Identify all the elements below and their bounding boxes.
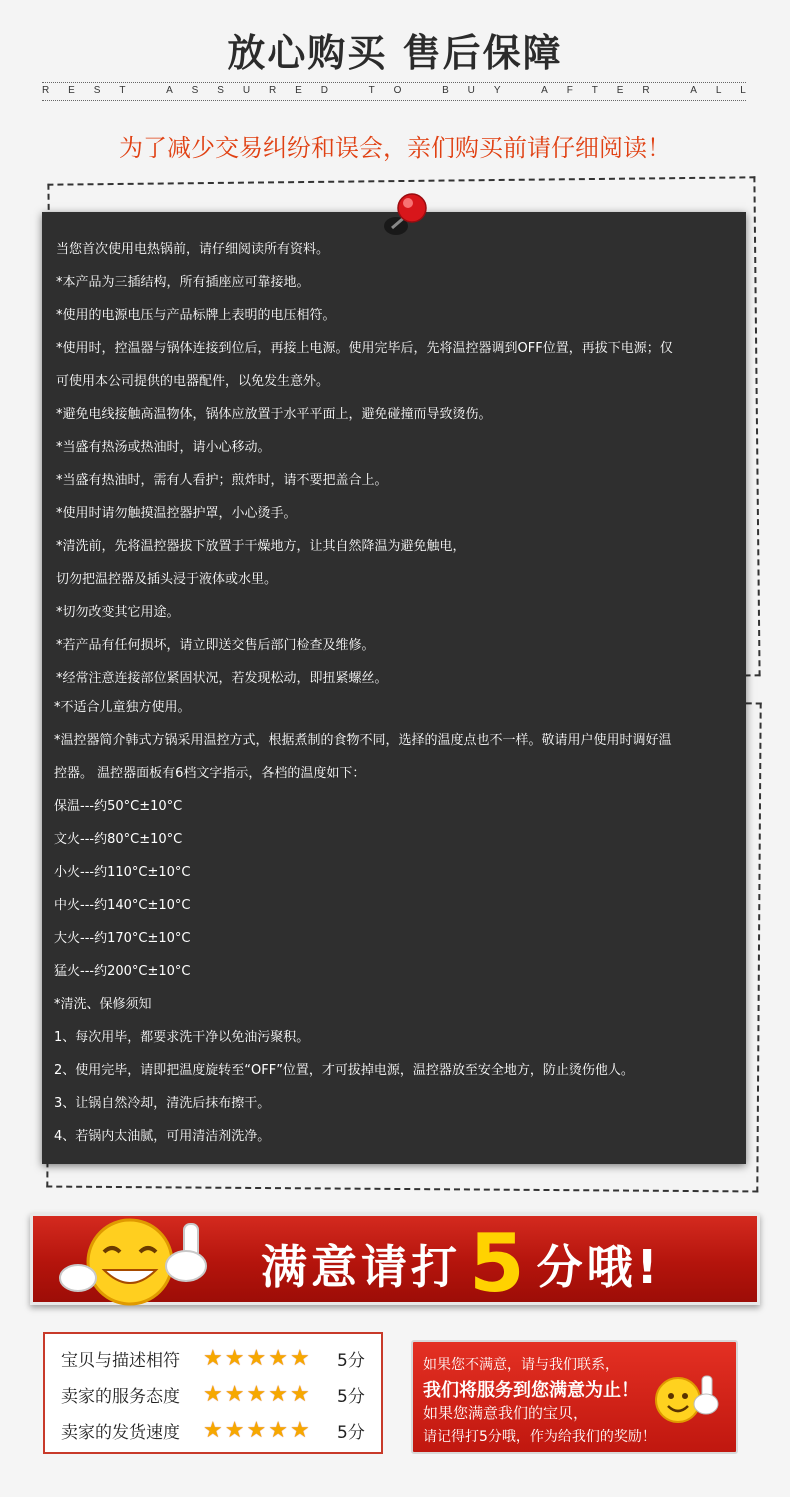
thumbs-up-smiley-icon [42,1204,212,1324]
subtitle-letter: T [591,85,598,96]
subtitle-letter [669,85,672,96]
rating-score: 5分 [337,1386,365,1407]
instruction-board [42,212,746,1164]
subtitle-letter: O [393,85,402,96]
instruction-line: 当您首次使用电热锅前，请仔细阅读所有资料。 [56,242,330,257]
star-icon: ★ [224,1417,245,1443]
star-icon: ★ [289,1345,310,1371]
subtitle-letter: T [119,85,126,96]
instruction-line: *使用时，控温器与锅体连接到位后，再接上电源。使用完毕后，先将温控器调到OFF位置，再拔下电源；仅 [56,341,673,356]
rating-label: 宝贝与描述相符 [61,1350,180,1371]
star-icon: ★ [203,1381,223,1407]
star-icon: ★ [268,1381,288,1407]
instruction-line: *本产品为三插结构，所有插座应可靠接地。 [56,275,310,290]
rating-panel [43,1332,383,1454]
star-icon: ★ [246,1381,267,1407]
instruction-line: *当盛有热汤或热油时，请小心移动。 [56,440,271,455]
instruction-line: 2、使用完毕，请即把温度旋转至“OFF”位置，才可拔掉电源，温控器放至安全地方，防止烫伤他人。 [54,1063,634,1078]
instruction-line: *经常注意连接部位紧固状况，若发现松动，即扭紧螺丝。 [56,671,388,686]
subtitle-letter: F [566,85,573,96]
rating-score: 5分 [337,1422,365,1443]
instruction-line: 文火---约80°C±10°C [54,832,183,847]
star-icon: ★ [203,1417,223,1443]
banner-text-before: 满意请打 [261,1240,461,1294]
subtitle-letter [420,85,423,96]
instruction-line: 控器。 温控器面板有6档文字指示，各档的温度如下： [54,766,366,781]
banner-text-after: 分哦! [536,1240,662,1294]
rating-label: 卖家的发货速度 [61,1422,180,1443]
banner-text [261,1217,662,1310]
star-rating-icon [203,1346,331,1371]
subtitle-letter: E [68,85,75,96]
divider-bottom [42,100,746,101]
subtitle-letter: A [690,85,697,96]
subtitle-letter: R [269,85,277,96]
star-icon: ★ [224,1381,245,1407]
promo-line-2: 我们将服务到您满意为止！ [423,1380,639,1401]
subtitle-letter: T [368,85,375,96]
instruction-line: 保温---约50°C±10°C [54,799,183,814]
instruction-line: 小火---约110°C±10°C [54,865,191,880]
instruction-line: *切勿改变其它用途。 [56,605,180,620]
page-title: 放心购买 售后保障 [227,31,563,75]
subtitle-letter: S [217,85,224,96]
subtitle-letter: E [616,85,624,96]
subtitle-letter: S [191,85,199,96]
instruction-line: 猛火---约200°C±10°C [54,964,191,979]
instruction-line: 切勿把温控器及插头浸于液体或水里。 [56,572,278,587]
notice-text: 为了减少交易纠纷和误会，亲们购买前请仔细阅读！ [119,134,671,162]
star-icon: ★ [289,1381,310,1407]
instruction-line: 4、若锅内太油腻，可用清洁剂洗净。 [54,1129,271,1144]
subtitle-letter: S [93,85,101,96]
subtitle-letter: E [295,85,302,96]
subtitle-letter: U [467,85,475,96]
instruction-line: 3、让锅自然冷却，清洗后抹布擦干。 [54,1096,271,1111]
instruction-line: *温控器简介韩式方锅采用温控方式，根据煮制的食物不同，选择的温度点也不一样。敬请用户使用时调好温 [54,733,672,748]
star-rating-icon [203,1382,331,1407]
instruction-line: *避免电线接触高温物体，锅体应放置于水平平面上，避免碰撞而导致烫伤。 [56,407,492,422]
rating-row [61,1340,381,1376]
instruction-line: *若产品有任何损坏，请立即送交售后部门检查及维修。 [56,638,375,653]
instruction-line: *不适合儿童独方使用。 [54,700,191,715]
instruction-line: 1、每次用毕，都要求洗干净以免油污聚积。 [54,1030,310,1045]
subtitle-letter: L [715,85,722,96]
subtitle-letter [519,85,522,96]
banner-number: 5 [469,1217,529,1310]
star-icon: ★ [246,1345,267,1371]
star-icon: ★ [246,1417,267,1443]
subtitle-letter: U [242,85,251,96]
subtitle-letter: Y [493,85,501,96]
instruction-line: 中火---约140°C±10°C [54,898,191,913]
divider-top [42,82,746,83]
promo-line-4: 请记得打5分哦，作为给我们的奖励！ [423,1429,656,1445]
promo-line-3: 如果您满意我们的宝贝， [423,1404,589,1422]
subtitle-letter: R [642,85,650,96]
smiley-thumbs-up-icon [650,1368,720,1428]
subtitle-letter [347,85,350,96]
subtitle-letter: B [442,85,449,96]
star-rating-icon [203,1418,331,1443]
instruction-line: *使用的电源电压与产品标牌上表明的电压相符。 [56,308,336,323]
subtitle-letter: A [541,85,548,96]
english-subtitle [42,85,746,96]
rating-row [61,1376,381,1412]
star-icon: ★ [203,1345,223,1371]
rating-row [61,1412,381,1448]
star-icon: ★ [289,1417,310,1443]
instruction-line: 可使用本公司提供的电器配件，以免发生意外。 [56,374,330,389]
instruction-line: *清洗前，先将温控器拔下放置于干燥地方，让其自然降温为避免触电， [56,539,466,554]
instruction-line: 大火---约170°C±10°C [54,931,191,946]
instruction-line: *使用时请勿触摸温控器护罩，小心烫手。 [56,506,297,521]
subtitle-letter: D [320,85,328,96]
rating-label: 卖家的服务态度 [61,1386,180,1407]
instruction-line: *清洗、保修须知 [54,997,152,1012]
star-icon: ★ [268,1417,288,1443]
subtitle-letter: A [166,85,173,96]
subtitle-letter: L [740,85,746,96]
star-icon: ★ [268,1345,288,1371]
subtitle-letter [144,85,147,96]
star-icon: ★ [224,1345,245,1371]
promo-line-1: 如果您不满意，请与我们联系， [423,1357,619,1373]
subtitle-letter: R [42,85,50,96]
pushpin-icon [378,186,438,242]
rating-score: 5分 [337,1350,365,1371]
instruction-line: *当盛有热油时，需有人看护；煎炸时，请不要把盖合上。 [56,473,388,488]
